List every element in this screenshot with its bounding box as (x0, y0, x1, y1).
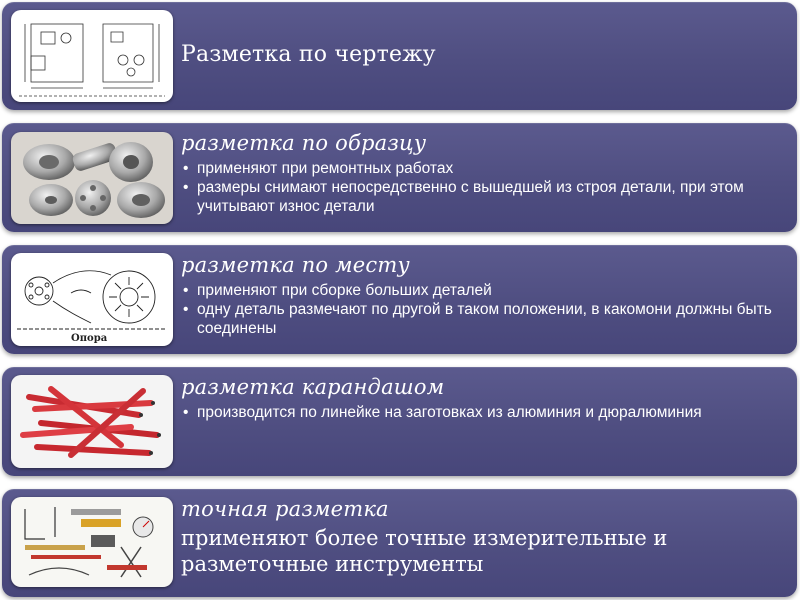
bullet-list (181, 403, 783, 422)
row-title: Разметка по чертежу (181, 42, 436, 67)
row-place (2, 245, 797, 354)
row-text: применяют более точные измерительные и разметочные инструменты (181, 526, 668, 577)
row-title: разметка по месту (181, 253, 410, 277)
bullet-list (181, 281, 783, 338)
list-item: • применяют при ремонтных работах (181, 159, 783, 178)
support-drawing-icon (11, 253, 173, 346)
row-sample (2, 123, 797, 232)
row-precise (2, 489, 797, 597)
list-item: • одну деталь размечают по другой в таком положении, в какомони должны быть соединены (181, 300, 783, 338)
row-title: разметка карандашом (181, 375, 445, 399)
row-title: точная разметка (181, 497, 389, 521)
list-item: • размеры снимают непосредственно с вышедшей из строя детали, при этом учитывают износ детали (181, 178, 783, 216)
list-item: • применяют при сборке больших деталей (181, 281, 783, 300)
drawing-caption: Опора (71, 333, 108, 344)
pencils-icon (11, 375, 173, 468)
technical-drawing-icon (11, 10, 173, 102)
bullet-list (181, 159, 783, 216)
metal-parts-icon (11, 132, 173, 224)
row-title: разметка по образцу (181, 131, 427, 155)
row-pencil (2, 367, 797, 476)
list-item: • производится по линейке на заготовках из алюминия и дюралюминия (181, 403, 783, 422)
measuring-tools-icon (11, 497, 173, 587)
row-drawing (2, 2, 797, 110)
